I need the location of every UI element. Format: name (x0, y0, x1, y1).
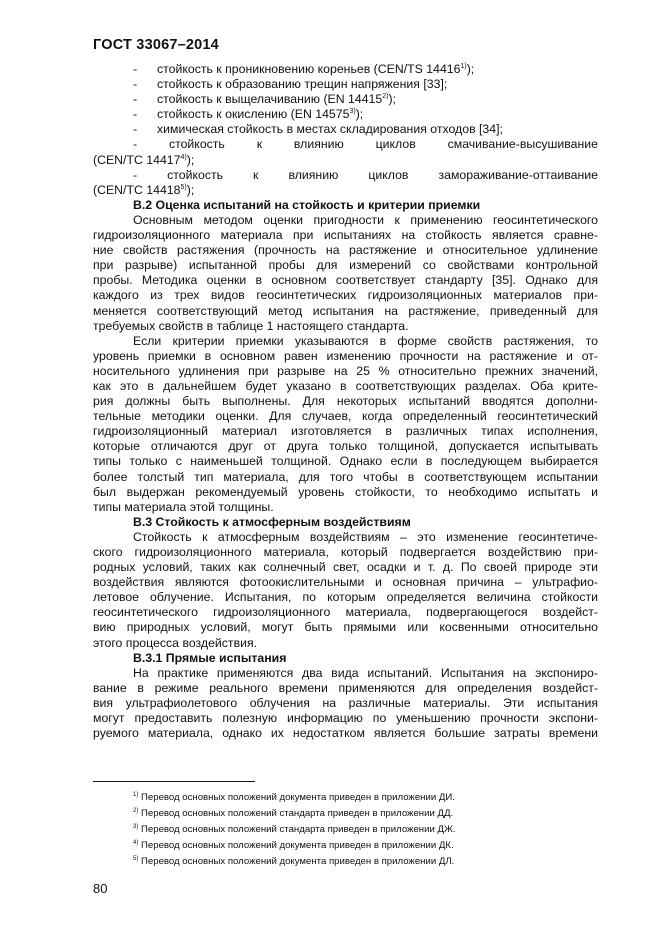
section-heading-b2: В.2 Оценка испытаний на стойкость и критерии приемки (133, 197, 481, 212)
document-header: ГОСТ 33067–2014 (93, 37, 219, 53)
paragraph: На практике применяются два вида испытаний. Испытания на экспониро- вание в режиме реального времени применяются для определения воздейст- вия ультрафиолетового облучения на различные материалы. Эти испытания могут предоставить полезную информацию по уменьшению прочности экспони- руемого материала, однако их недостатком является большие затраты времени (93, 665, 598, 741)
paragraph: Стойкость к атмосферным воздействиям – это изменение геосинтетиче- ского гидроизоляционного материала, который подвергается воздействию при- родных условий, таких как солнечный свет, осадки и т. д. По своей природе эти воздействия являются фотоокислительными и основная причина – ультрафио- летовое облучение. Испытания, по которым определяется величина стойкости геосинтетического гидроизоляционного материала, подвергающегося воздейст- вию природных условий, могут быть прямыми или косвенными относительно этого процесса воздействия. (93, 529, 598, 650)
footnote: $^{4)}$ Перевод основных положений документа приведен в приложении ДК. (133, 840, 454, 851)
section-heading-b3: В.3 Стойкость к атмосферным воздействиям (133, 514, 411, 529)
footnotes (133, 790, 456, 870)
page-content (93, 62, 598, 741)
footnote: $^{1)}$ Перевод основных положений документа приведен в приложении ДИ. (133, 792, 455, 803)
footnote-divider (93, 781, 255, 782)
list-item: - стойкость к окислению (EN 14575$^{3)}$); (133, 107, 364, 122)
list-item: - химическая стойкость в местах складирования отходов [34]; (133, 122, 503, 137)
list-item: - стойкость к проникновению кореньев (CEN/TS 14416$^{1)}$); (133, 62, 475, 76)
footnote: $^{2)}$ Перевод основных положений стандарта приведен в приложении ДД. (133, 808, 454, 819)
page-number: 80 (93, 881, 108, 896)
list-item: - стойкость к выщелачиванию (EN 14415$^{2)}$); (133, 92, 396, 107)
paragraph: Основным методом оценки пригодности к применению геосинтетического гидроизоляционного материала при испытаниях на стойкость является сравне- ние свойств растяжения (прочность на растяжение и относительное удлинение при разрыве) испытанной пробы для измерений со свойствами контрольной пробы. Методика оценки в основном соответствует стандарту [35]. Однако для каждого из трех видов геосинтетических гидроизоляционных материалов при- меняется соответствующий метод испытания на растяжение, приведенный для требуемых свойств в таблице 1 настоящего стандарта. (93, 212, 598, 333)
paragraph: Если критерии приемки указываются в форме свойств растяжения, то уровень приемки в основном равен изменению прочности на растяжение и от- носительного удлинения при разрыве на 25 % относительно прежних значений, как это в дальнейшем будет указано в соответствующих разделах. Оба крите- рия должны быть выполнены. Для некоторых испытаний вводятся дополни- тельные методики оценки. Для случаев, когда определенный геосинтетический гидроизоляционный материал изготовляется в различных типах исполнения, которые отличаются друг от друга только толщиной, допускается испытывать типы только с наименьшей толщиной. Однако если в последующем выбирается более толстый тип материала, для того чтобы в соответствующем испытании был выдержан рекомендуемый уровень стойкости, то необходимо испытать и типы материала этой толщины. (93, 333, 598, 514)
section-heading-b31: В.3.1 Прямые испытания (133, 650, 287, 665)
footnote: $^{3)}$ Перевод основных положений стандарта приведен в приложении ДЖ. (133, 824, 456, 835)
footnote: $^{5)}$ Перевод основных положений документа приведен в приложении ДЛ. (133, 856, 455, 867)
list-item-wrapped: - стойкость к влиянию циклов смачивание-высушивание (CEN/TC 14417$^{4)}$); (93, 137, 598, 167)
list-item: - стойкость к образованию трещин напряжения [33]; (133, 77, 448, 92)
list-item-wrapped: - стойкость к влиянию циклов замораживание-оттаивание (CEN/TC 14418$^{5)}$); (93, 167, 598, 197)
